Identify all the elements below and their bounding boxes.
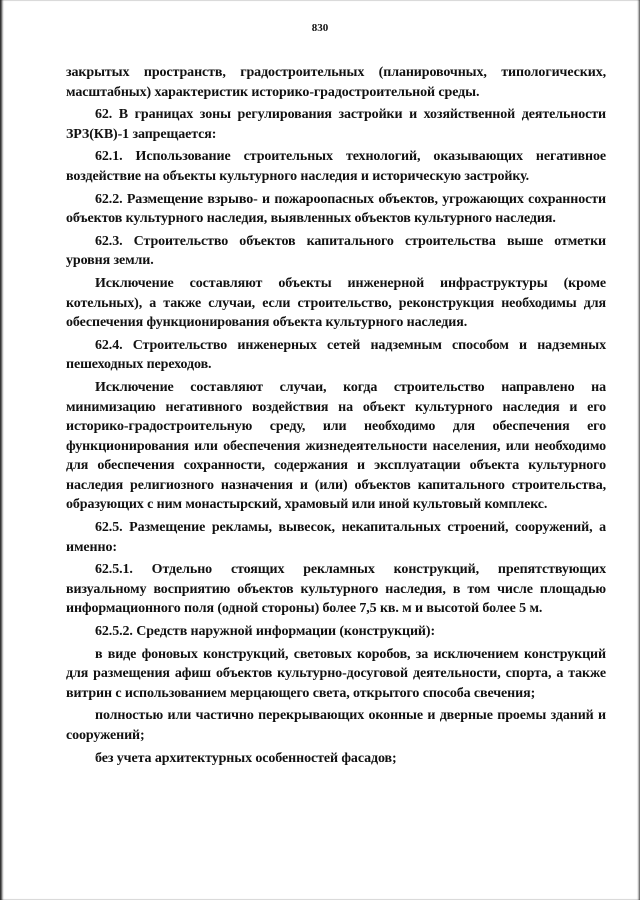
paragraph-continuation: закрытых пространств, градостроительных (планировочных, типологических, масштабных) характеристик историко-градостроительной среды. xyxy=(66,65,606,100)
paragraph-62-3: 62.3. Строительство объектов капитального строительства выше отметки уровня земли. xyxy=(66,233,606,269)
paragraph-62-3-exception: Исключение составляют объекты инженерной инфраструктуры (кроме котельных), а также случаи, если строительство, реконструкция необходимы для обеспечения функционирования объекта культурного наследия. xyxy=(66,275,606,331)
paragraph-62-5-2-item-1: в виде фоновых конструкций, световых коробов, за исключением конструкций для размещения афиш объектов культурно-досуговой деятельности, спорта, а также витрин с использованием мерцающего света, открытого способа свечения; xyxy=(66,646,606,701)
paragraph-62-5-2-item-3: без учета архитектурных особенностей фасадов; xyxy=(95,750,397,766)
paragraph-62: 62. В границах зоны регулирования застройки и хозяйственной деятельности ЗРЗ(КВ)-1 запрещается: xyxy=(66,107,606,142)
page-number: 830 xyxy=(311,22,329,34)
paragraph-62-5-1: 62.5.1. Отдельно стоящих рекламных конструкций, препятствующих визуальному восприятию объектов культурного наследия, в том числе площадью информационного поля (одной стороны) более 7,5 кв. м и высотой более 5 м. xyxy=(66,562,606,617)
paragraph-62-5: 62.5. Размещение рекламы, вывесок, некапитальных строений, сооружений, а именно: xyxy=(66,520,606,555)
paragraph-62-5-2: 62.5.2. Средств наружной информации (конструкций): xyxy=(95,624,436,640)
document-body xyxy=(66,63,606,771)
paragraph-62-4-exception: Исключение составляют случаи, когда строительство направлено на минимизацию негативного воздействия на объект культурного наследия и его историко-градостроительную среду, или необходимо для обеспечения его функционирования или обеспечения жизнедеятельности населения, или необходимо для обеспечения сохранности, содержания и эксплуатации объекта культурного наследия религиозного назначения и (или) объектов капитального строительства, образующих с ним монастырский, храмовый или иной культовый комплекс. xyxy=(66,379,606,513)
paragraph-62-1: 62.1. Использование строительных технологий, оказывающих негативное воздействие на объекты культурного наследия и историческую застройку. xyxy=(66,149,606,184)
paragraph-62-5-2-item-2: полностью или частично перекрывающих оконные и дверные проемы зданий и сооружений; xyxy=(66,708,606,743)
paragraph-62-2: 62.2. Размещение взрыво- и пожароопасных объектов, угрожающих сохранности объектов культурного наследия, выявленных объектов культурного наследия. xyxy=(66,191,606,227)
paragraph-62-4: 62.4. Строительство инженерных сетей надземным способом и надземных пешеходных переходов. xyxy=(66,337,606,373)
